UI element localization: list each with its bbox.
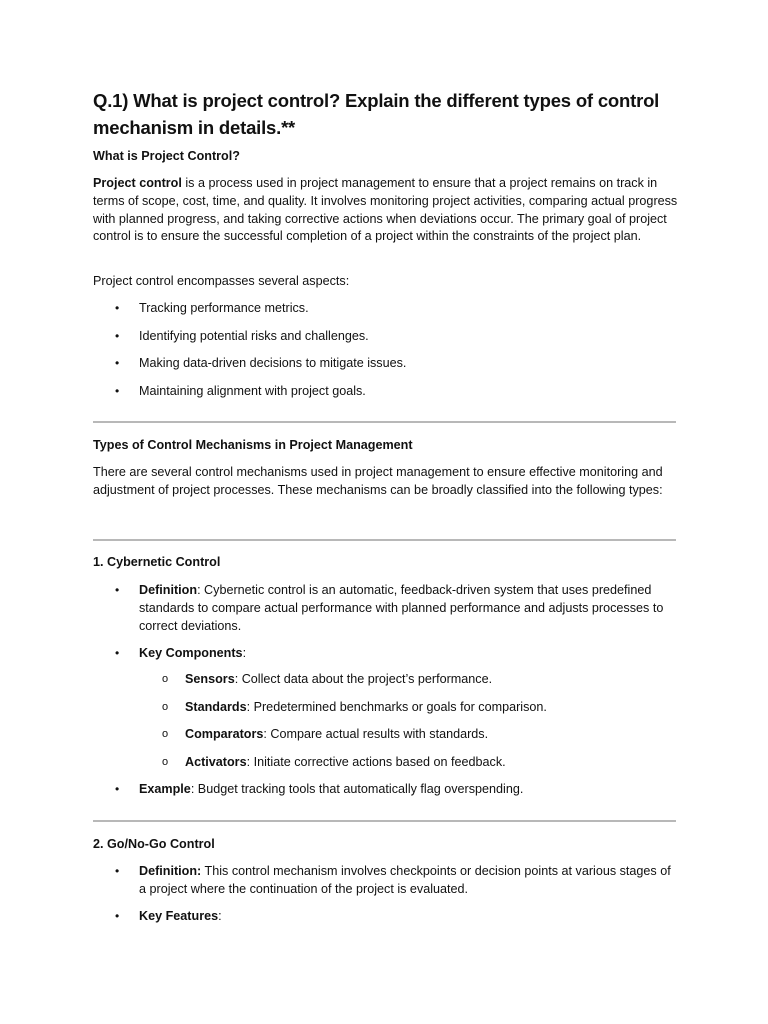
list-item [115,781,679,799]
example-label: Example [139,782,191,796]
intro-heading: What is Project Control? [93,149,240,163]
intro-paragraph [93,175,683,246]
bullet-icon: • [115,356,120,370]
definition-label: Definition [139,583,198,597]
bullet-icon: • [115,384,120,398]
component-label: Activators [185,755,247,769]
intro-body: is a process used in project management to ensure that a project remains on track in terms of scope, cost, time, and quality. It involves monitoring project activities, comparing actual progress with planned progress, and taking corrective actions when deviations occur. The primary goal of project control is to ensure the successful completion of a project within the constraints of the project plan. [93,176,678,244]
sub-list-item [162,754,665,772]
component-text: : Initiate corrective actions based on feedback. [246,755,506,769]
bullet-icon: • [115,646,120,660]
circle-bullet-icon: o [162,701,169,713]
circle-bullet-icon: o [162,728,169,740]
list-item [115,645,679,663]
list-item [115,908,679,926]
circle-bullet-icon: o [162,673,169,685]
section-divider [93,421,676,423]
definition-text: This control mechanism involves checkpoints or decision points at various stages of a project where the continuation of the project is evaluated. [139,864,671,896]
component-text: : Predetermined benchmarks or goals for comparison. [246,700,547,714]
list-item [115,300,679,318]
sub-list-item [162,699,665,717]
sub-list-item [162,726,665,744]
intro-term: Project control [93,176,182,190]
definition-text: : Cybernetic control is an automatic, feedback-driven system that uses predefined standards to compare actual performance with planned performance and adjusts processes to correct deviations. [139,583,664,633]
component-label: Sensors [185,672,235,686]
bullet-icon: • [115,329,120,343]
bullet-icon: • [115,301,120,315]
aspects-lead: Project control encompasses several aspects: [93,274,350,288]
types-heading: Types of Control Mechanisms in Project Management [93,438,413,452]
component-label: Standards [185,700,247,714]
features-label: Key Features [139,909,219,923]
cybernetic-heading: 1. Cybernetic Control [93,555,221,569]
bullet-icon: • [115,864,120,878]
bullet-icon: • [115,782,120,796]
sub-list-item [162,671,665,689]
definition-label: Definition: [139,864,202,878]
components-colon: : [242,646,247,660]
gonogo-heading: 2. Go/No-Go Control [93,837,215,851]
page-title: Q.1) What is project control? Explain the different types of control mechanism in details.** [93,90,660,138]
list-item [115,328,679,346]
list-item-text: Identifying potential risks and challenges. [139,329,369,343]
list-item [115,582,679,635]
list-item [115,863,679,899]
bullet-icon: • [115,583,120,597]
section-divider [93,820,676,822]
types-paragraph: There are several control mechanisms used in project management to ensure effective monitoring and adjustment of project processes. These mechanisms can be broadly classified into the following types: [93,465,663,497]
component-text: : Collect data about the project’s performance. [234,672,493,686]
example-text: : Budget tracking tools that automatically flag overspending. [190,782,524,796]
component-text: : Compare actual results with standards. [263,727,489,741]
list-item-text: Making data-driven decisions to mitigate issues. [139,356,407,370]
list-item [115,355,679,373]
list-item-text: Maintaining alignment with project goals. [139,384,366,398]
bullet-icon: • [115,909,120,923]
components-label: Key Components [139,646,243,660]
section-divider [93,539,676,541]
component-label: Comparators [185,727,264,741]
circle-bullet-icon: o [162,756,169,768]
list-item [115,383,679,401]
features-colon: : [218,909,222,923]
list-item-text: Tracking performance metrics. [139,301,309,315]
